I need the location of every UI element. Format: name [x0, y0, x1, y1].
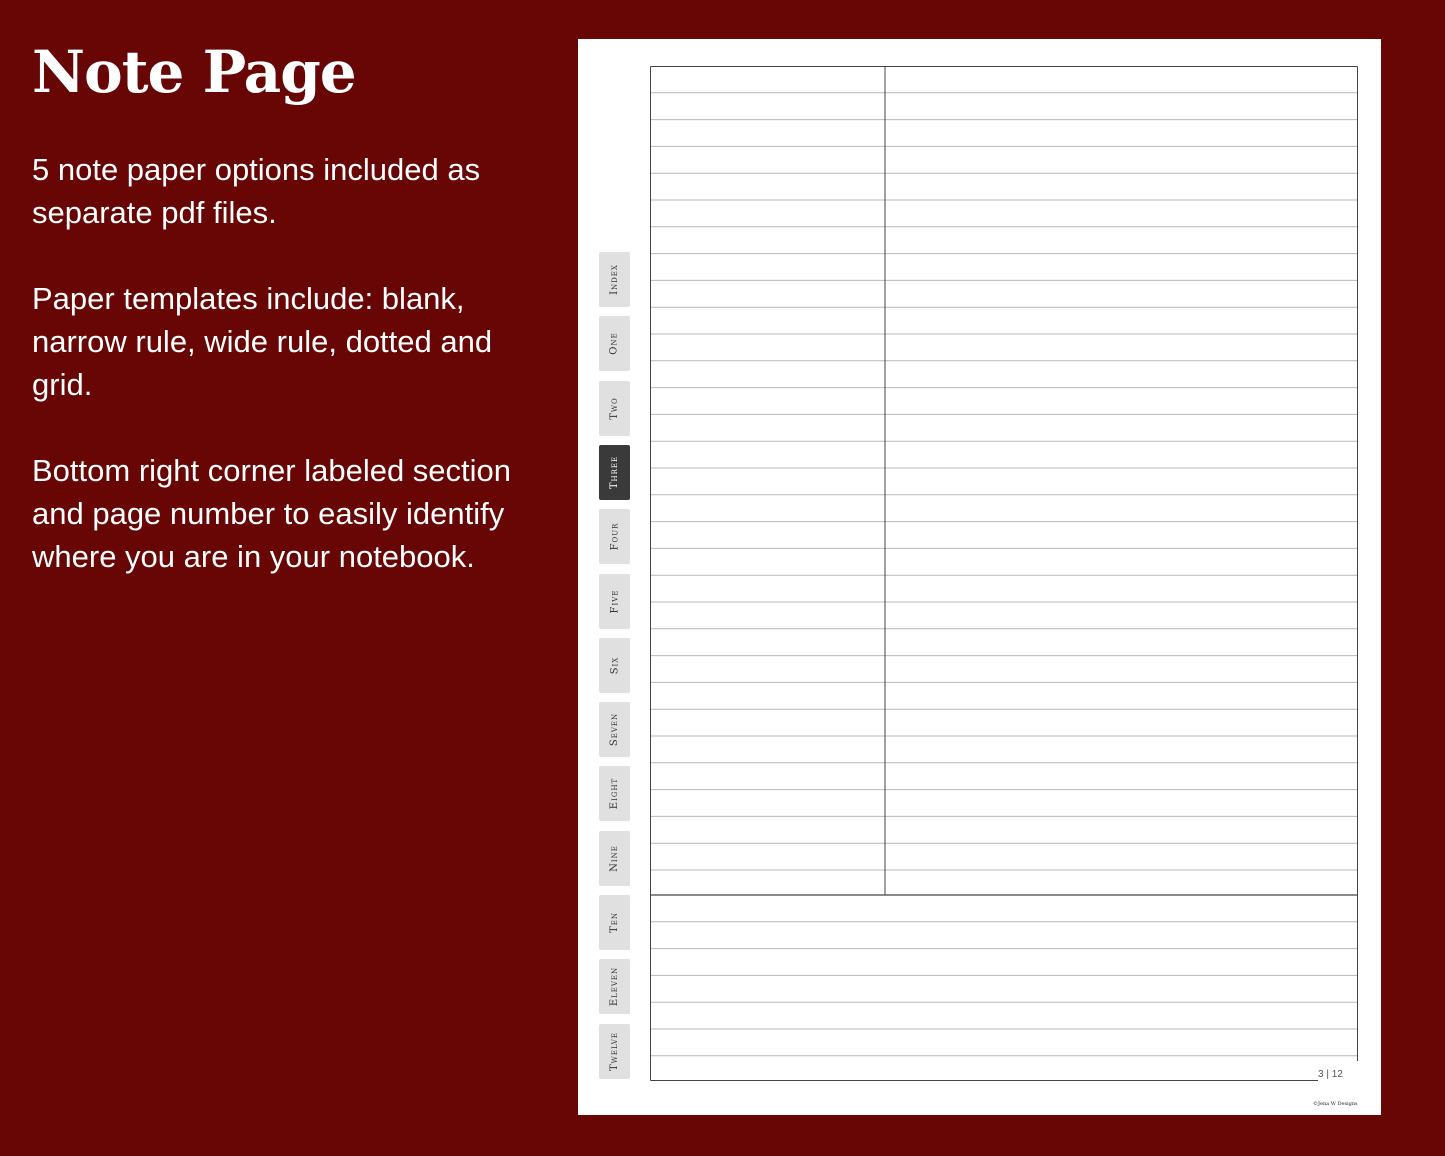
tab-nine[interactable]: [599, 831, 630, 886]
tab-four[interactable]: [599, 509, 630, 564]
tab-seven[interactable]: [599, 702, 630, 757]
tab-three[interactable]: [599, 445, 630, 500]
tab-label: Four: [608, 522, 620, 551]
tab-six[interactable]: [599, 638, 630, 693]
page-title: Note Page: [32, 38, 356, 106]
tab-label: Ten: [609, 912, 620, 933]
description-templates: Paper templates include: blank, narrow rule, wide rule, dotted and grid.: [32, 281, 493, 402]
tab-ten[interactable]: [599, 895, 630, 950]
tab-label: Seven: [609, 712, 621, 747]
description-page-labels: Bottom right corner labeled section and page number to easily identify where you are in your notebook.: [32, 453, 512, 574]
tab-label: Five: [609, 589, 620, 613]
tab-label: Eleven: [609, 967, 621, 1007]
tab-label: Six: [608, 656, 620, 675]
tab-label: Eight: [609, 778, 620, 810]
tab-index[interactable]: [599, 252, 630, 307]
description-paper-options: 5 note paper options included as separate pdf files.: [32, 152, 481, 230]
tab-label: Two: [608, 396, 620, 420]
page-number-label: 3 | 12: [1318, 1069, 1343, 1080]
tab-two[interactable]: [599, 381, 630, 436]
tab-label: Twelve: [609, 1031, 620, 1071]
tab-eight[interactable]: [599, 766, 630, 821]
cornell-note-grid: [650, 66, 1358, 1081]
notebook-page-preview: [578, 39, 1381, 1115]
copyright-label: ©Jena W Designs: [1313, 1101, 1358, 1107]
tab-label: Index: [609, 264, 620, 295]
tab-twelve[interactable]: [599, 1024, 630, 1079]
tab-eleven[interactable]: [599, 959, 630, 1014]
section-tabs: [599, 252, 630, 1082]
tab-one[interactable]: [599, 316, 630, 371]
tab-label: Three: [609, 455, 621, 490]
tab-label: Nine: [609, 844, 620, 872]
ruled-lines: [650, 66, 1358, 1081]
tab-five[interactable]: [599, 574, 630, 629]
tab-label: One: [609, 332, 620, 356]
